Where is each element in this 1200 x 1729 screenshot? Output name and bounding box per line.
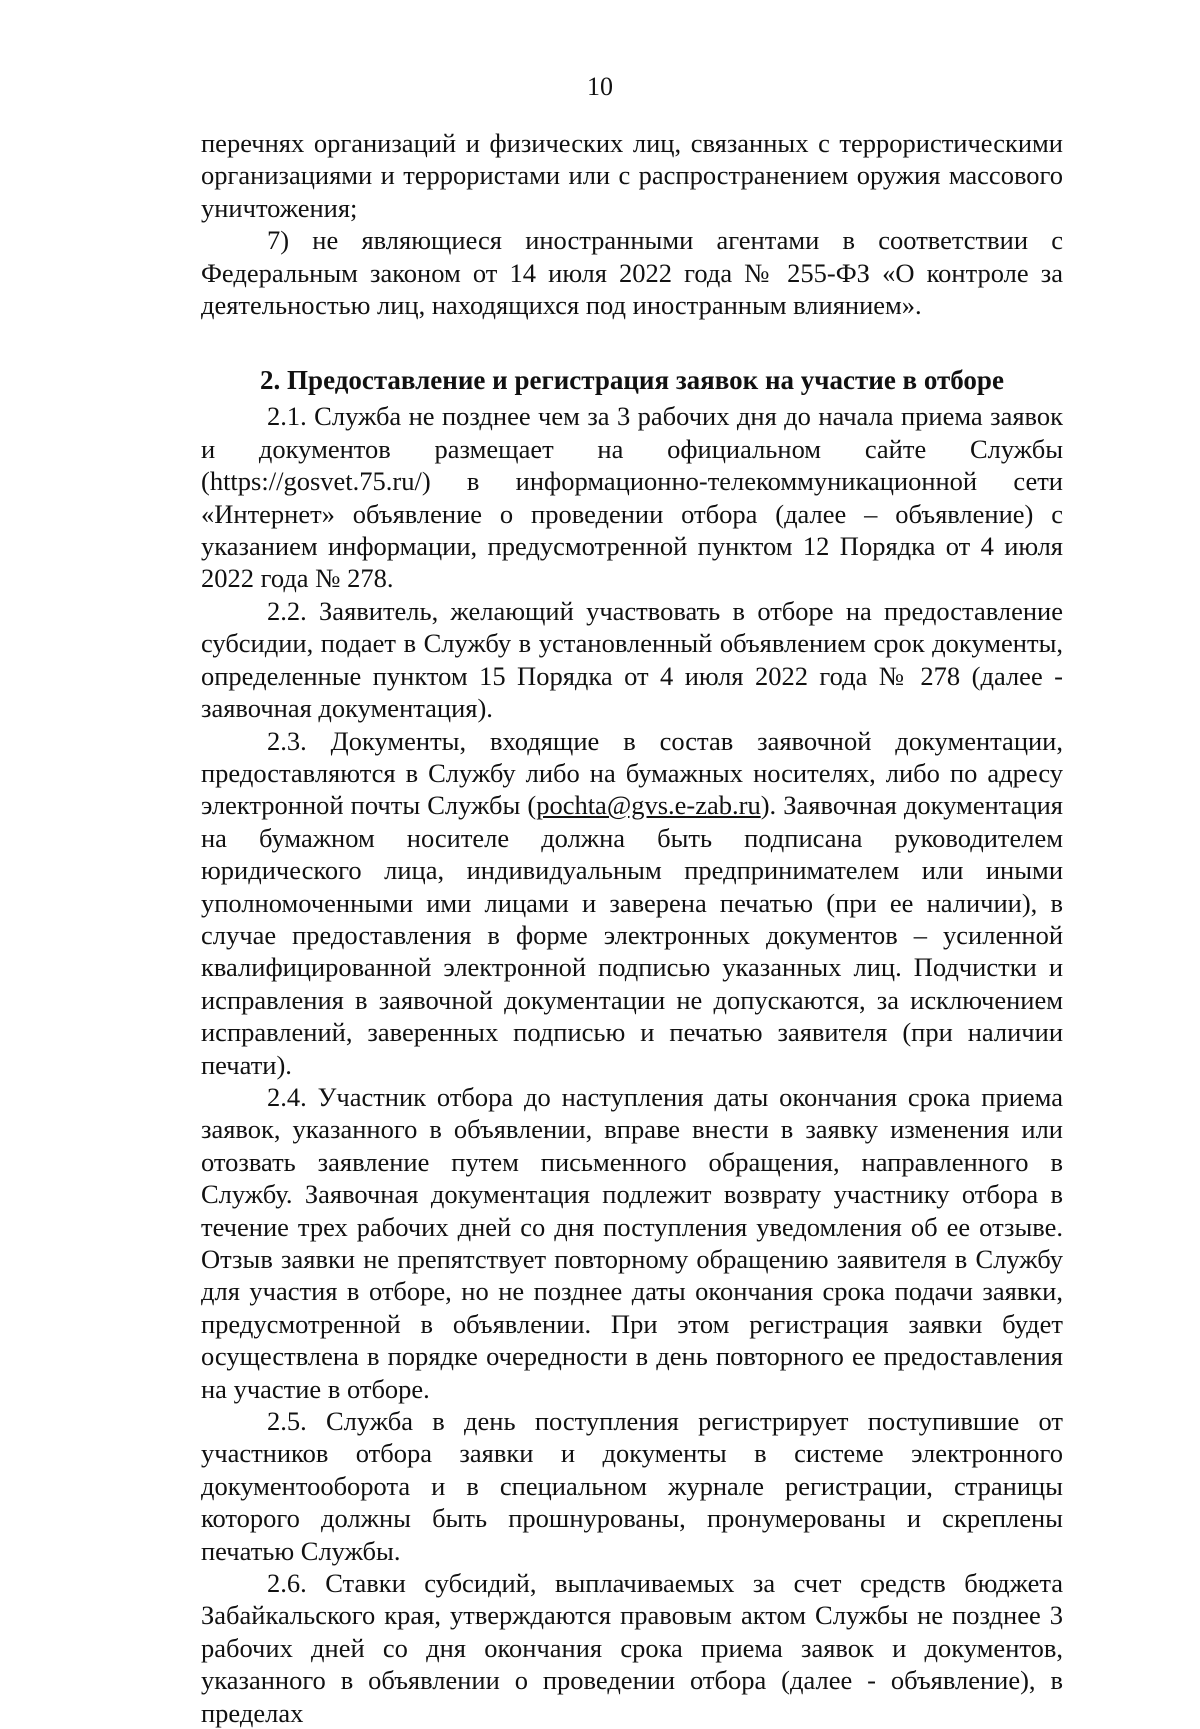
paragraph-item-7: 7) не являющиеся иностранными агентами в соответствии с Федеральным законом от 14 июля 2022 года № 255-ФЗ «О контроле за деятельностью лиц, находящихся под иностранным влиянием». [201,225,1063,321]
paragraph-2-6: 2.6. Ставки субсидий, выплачиваемых за счет средств бюджета Забайкальского края, утверждаются правовым актом Службы не позднее 3 рабочих дней со дня окончания срока приема заявок и документов, указанного в объявлении о проведении отбора (далее - объявление), в пределах [201,1568,1063,1728]
continuation-paragraph: перечнях организаций и физических лиц, связанных с террористическими организациями и террористами или с распространением оружия массового уничтожения; [201,128,1063,223]
paragraph-2-3-text-before: 2.3. Документы, входящие в состав заявочной документации, предоставляются в Службу либо на бумажных носителях, либо по адресу электронной почты Службы ( [201,725,1063,821]
paragraph-2-4: 2.4. Участник отбора до наступления даты окончания срока приема заявок, указанного в объявлении, вправе внести в заявку изменения или отозвать заявление путем письменного обращения, направленного в Службу. Заявочная документация подлежит возврату участнику отбора в течение трех рабочих дней со дня поступления уведомления об ее отзыве. Отзыв заявки не препятствует повторному обращению заявителя в Службу для участия в отборе, но не позднее даты окончания срока подачи заявки, предусмотренной в объявлении. При этом регистрация заявки будет осуществлена в порядке очередности в день повторного ее предоставления на участие в отборе. [201,1081,1063,1404]
paragraph-2-5: 2.5. Служба в день поступления регистрирует поступившие от участников отбора заявки и документы в системе электронного документооборота и в специальном журнале регистрации, страницы которого должны быть прошнурованы, пронумерованы и скреплены печатью Службы. [201,1406,1063,1566]
email-link[interactable]: pochta@gvs.e-zab.ru [536,790,761,821]
paragraph-2-3-text-after: ). Заявочная документация на бумажном носителе должна быть подписана руководителем юридического лица, индивидуальным предпринимателем или иными уполномоченными ими лицами и заверена печатью (при ее наличии), в случае предоставления в форме электронных документов – усиленной квалифицированной электронной подписью указанных лиц. Подчистки и исправления в заявочной документации не допускаются, за исключением исправлений, заверенных подписью и печатью заявителя (при наличии печати). [201,790,1063,1080]
paragraph-2-3 [201,725,1063,1081]
paragraph-2-2: 2.2. Заявитель, желающий участвовать в отборе на предоставление субсидии, подает в Службу в установленный объявлением срок документы, определенные пунктом 15 Порядка от 4 июля 2022 года № 278 (далее - заявочная документация). [201,595,1063,724]
document-body [201,127,1063,1729]
page-number: 10 [587,72,613,101]
paragraph-2-1: 2.1. Служба не позднее чем за 3 рабочих дня до начала приема заявок и документов размещает на официальном сайте Службы (https://gosvet.75.ru/) в информационно-телекоммуникационной сети «Интернет» объявление о проведении отбора (далее – объявление) с указанием информации, предусмотренной пунктом 12 Порядка от 4 июля 2022 года № 278. [201,401,1063,594]
section-heading: 2. Предоставление и регистрация заявок на участие в отборе [260,365,1004,396]
